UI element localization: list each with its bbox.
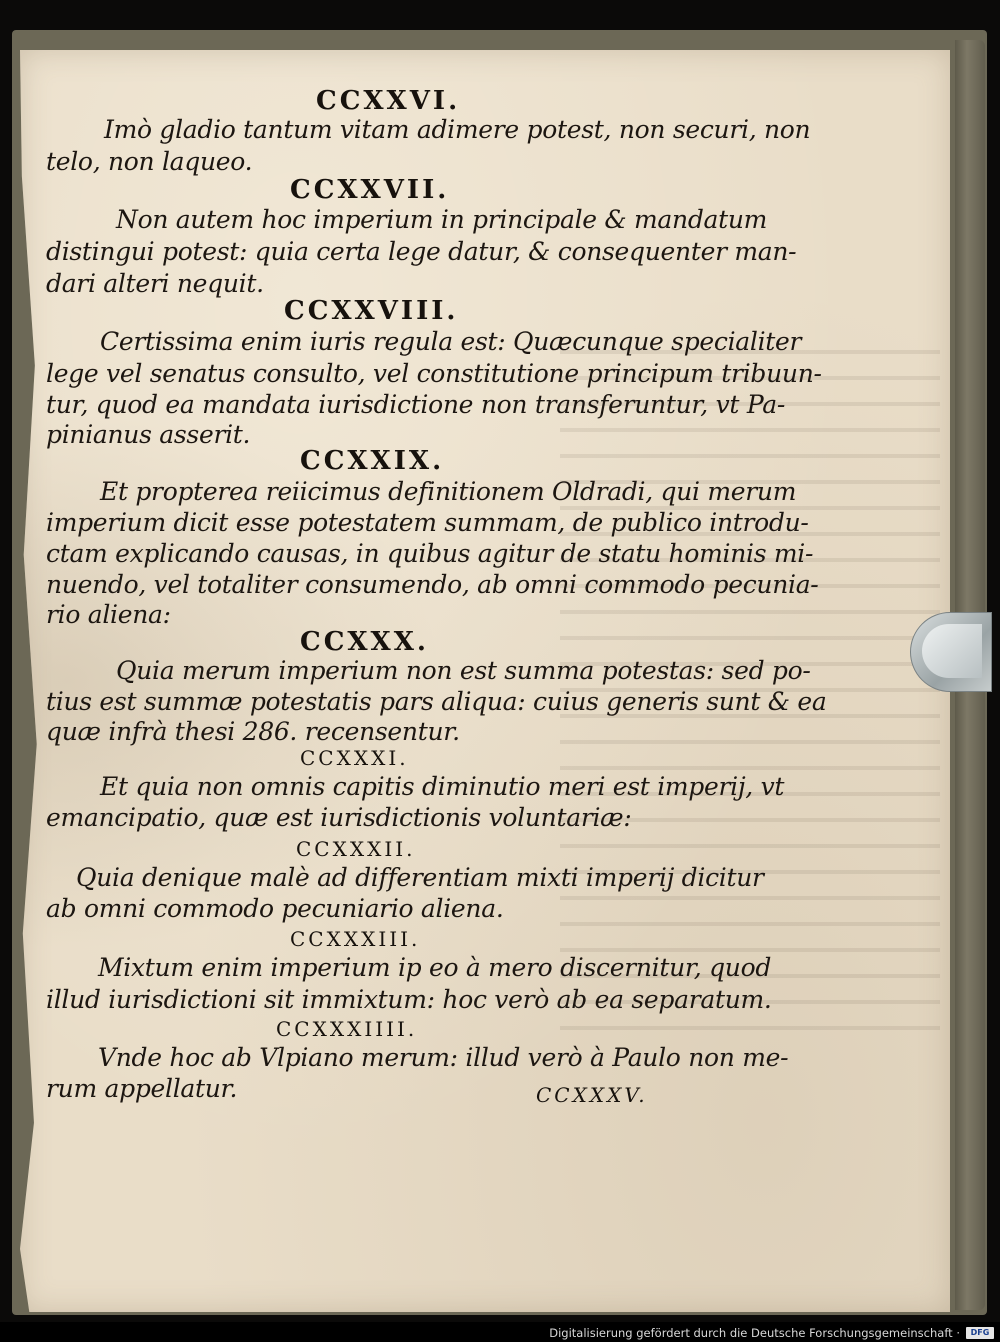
section-heading: CCXXIX.: [300, 446, 445, 476]
section-heading: CCXXXI.: [300, 746, 409, 770]
text-line: Imò gladio tantum vitam adimere potest, non securi, non: [104, 115, 811, 144]
text-line: Et propterea reiicimus definitionem Oldradi, qui merum: [100, 477, 797, 506]
text-line: telo, non laqueo.: [46, 147, 253, 176]
section-heading: CCXXX.: [300, 627, 429, 657]
text-line: imperium dicit esse potestatem summam, de publico introdu-: [46, 508, 809, 537]
section-heading: CCXXXII.: [296, 837, 416, 861]
section-heading: CCXXVII.: [290, 175, 450, 205]
text-line: dari alteri nequit.: [46, 269, 264, 298]
section-heading: CCXXVI.: [316, 86, 461, 116]
text-line: Vnde hoc ab Vlpiano merum: illud verò à Paulo non me-: [98, 1043, 789, 1072]
section-heading: CCXXXIIII.: [276, 1017, 418, 1041]
text-line: illud iurisdictioni sit immixtum: hoc verò ab ea separatum.: [46, 985, 772, 1014]
text-line: lege vel senatus consulto, vel constitutione principum tribuun-: [46, 359, 822, 388]
text-line: Certissima enim iuris regula est: Quæcunque specialiter: [100, 327, 802, 356]
section-heading: CCXXXIII.: [290, 927, 421, 951]
text-line: ctam explicando causas, in quibus agitur de statu hominis mi-: [46, 539, 814, 568]
text-line: tius est summæ potestatis pars aliqua: cuius generis sunt & ea: [46, 687, 827, 716]
text-line: rum appellatur.: [46, 1074, 238, 1103]
text-line: pinianus asserit.: [46, 420, 251, 449]
section-heading: CCXXVIII.: [284, 296, 459, 326]
text-line: ab omni commodo pecuniario aliena.: [46, 894, 504, 923]
text-line: Et quia non omnis capitis diminutio meri est imperij, vt: [100, 772, 785, 801]
text-line: emancipatio, quæ est iurisdictionis voluntariæ:: [46, 803, 632, 832]
text-line: nuendo, vel totaliter consumendo, ab omni commodo pecunia-: [46, 570, 819, 599]
text-line: rio aliena:: [46, 600, 171, 629]
funding-credit: Digitalisierung gefördert durch die Deutsche Forschungsgemeinschaft ·: [549, 1326, 960, 1340]
text-line: quæ infrà thesi 286. recensentur.: [46, 717, 460, 746]
text-line: distingui potest: quia certa lege datur, & consequenter man-: [46, 237, 797, 266]
text-line: Mixtum enim imperium ip eo à mero discernitur, quod: [98, 953, 772, 982]
text-line: Non autem hoc imperium in principale & mandatum: [116, 205, 768, 234]
text-line: Quia merum imperium non est summa potestas: sed po-: [116, 656, 811, 685]
text-line: Quia denique malè ad differentiam mixti imperij dicitur: [76, 863, 764, 892]
dfg-logo-icon: DFG: [966, 1327, 994, 1339]
text-line: tur, quod ea mandata iurisdictione non transferuntur, vt Pa-: [46, 390, 785, 419]
catchword: CCXXXV.: [536, 1083, 648, 1107]
